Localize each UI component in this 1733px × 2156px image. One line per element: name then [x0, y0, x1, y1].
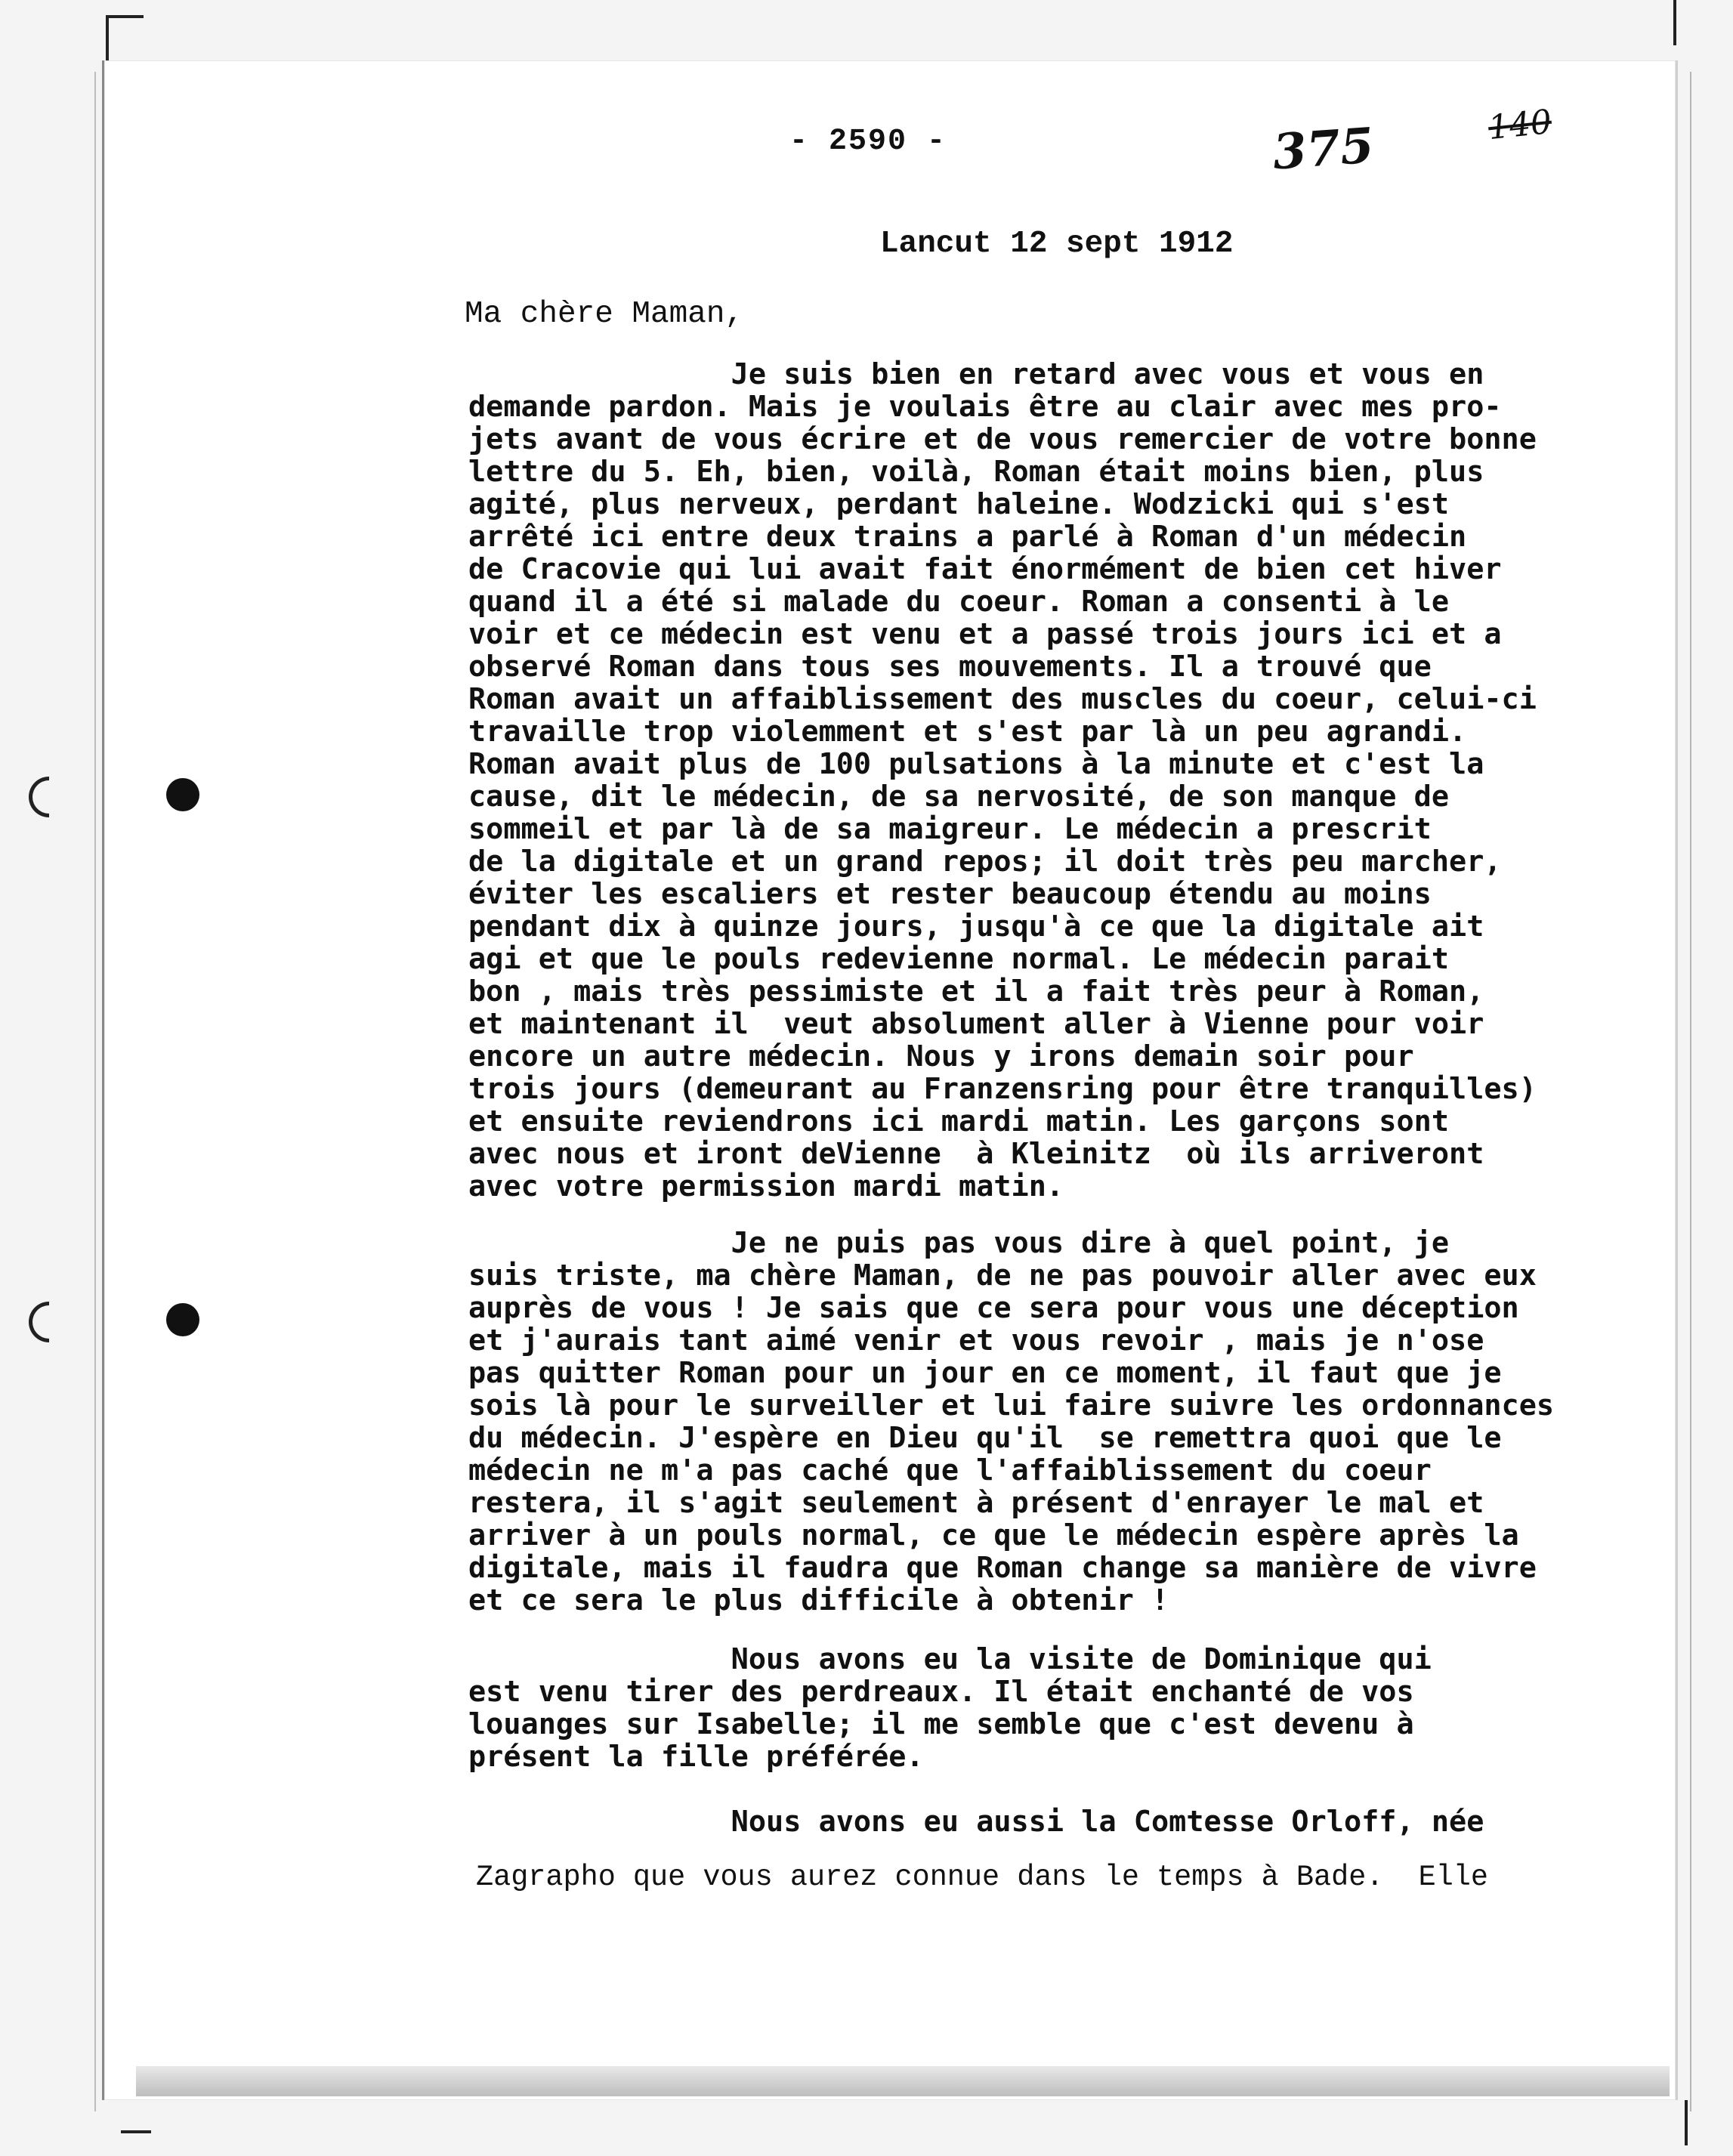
paragraph-1: Je suis bien en retard avec vous et vous en demande pardon. Mais je voulais être au clair avec mes pro- jets avant de vous écrire et de vous remercier de votre bonne lettre du 5. Eh, bien, voilà, Roman était moins bien, plus agité, plus nerveux, perdant haleine. Wodzicki qui s'est arrêté ici entre deux trains a parlé à Roman d'un médecin de Cracovie qui lui avait fait énormément de bien cet hiver quand il a été si malade du coeur. Roman a consenti à le voir et ce médecin est venu et a passé trois jours ici et a observé Roman dans tous ses mouvements. Il a trouvé que Roman avait un affaiblissement des muscles du coeur, celui-ci travaille trop violemment et s'est par là un peu agrandi. Roman avait plus de 100 pulsations à la minute et c'est la cause, dit le médecin, de sa nervosité, de son manque de sommeil et par là de sa maigreur. Le médecin a prescrit de la digitale et un grand repos; il doit très peu marcher, éviter les escaliers et rester beaucoup étendu au moins pendant dix à quinze jours, jusqu'à ce que la digitale ait agi et que le pouls redevienne normal. Le médecin parait bon , mais très pessimiste et il a fait très peur à Roman, et maintenant il veut absolument aller à Vienne pour voir encore un autre médecin. Nous y irons demain soir pour trois jours (demeurant au Franzensring pour être tranquilles) et ensuite reviendrons ici mardi matin. Les garçons sont avec nous et iront deVienne à Kleinitz où ils arriveront avec votre permission mardi matin.	[468, 357, 1537, 1203]
paragraph-3: Nous avons eu la visite de Dominique qui est venu tirer des perdreaux. Il était enchanté de vos louanges sur Isabelle; il me semble que c'est devenu à présent la fille préférée.	[468, 1642, 1432, 1774]
handwritten-folio-corner: 140	[1486, 102, 1554, 148]
handwritten-folio: 375	[1271, 117, 1376, 181]
paragraph-4: Nous avons eu aussi la Comtesse Orloff, née	[468, 1805, 1484, 1839]
paragraph-2: Je ne puis pas vous dire à quel point, je suis triste, ma chère Maman, de ne pas pouvoir aller avec eux auprès de vous ! Je sais que ce sera pour vous une déception et j'aurais tant aimé venir et vous revoir , mais je n'ose pas quitter Roman pour un jour en ce moment, il faut que je sois là pour le surveiller et lui faire suivre les ordonnances du médecin. J'espère en Dieu qu'il se remettra quoi que le médecin ne m'a pas caché que l'affaiblissement du coeur restera, il s'agit seulement à présent d'enrayer le mal et arriver à un pouls normal, ce que le médecin espère après la digitale, mais il faudra que Roman change sa manière de vivre et ce sera le plus difficile à obtenir !	[468, 1226, 1555, 1617]
punch-hole-upper	[166, 778, 199, 811]
crop-mark-top-left-bar	[106, 15, 144, 18]
salutation: Ma chère Maman,	[465, 297, 744, 332]
crop-mark-bottom-left	[121, 2130, 151, 2133]
page-number: - 2590 -	[789, 125, 947, 159]
crop-mark-top-left	[106, 15, 109, 60]
crop-mark-top-right	[1673, 0, 1676, 45]
page-bottom-shadow	[136, 2066, 1670, 2096]
final-line: Zagrapho que vous aurez connue dans le temps à Bade. Elle	[476, 1861, 1489, 1894]
punch-hole-lower	[166, 1303, 199, 1336]
letter-date: Lancut 12 sept 1912	[880, 227, 1234, 261]
